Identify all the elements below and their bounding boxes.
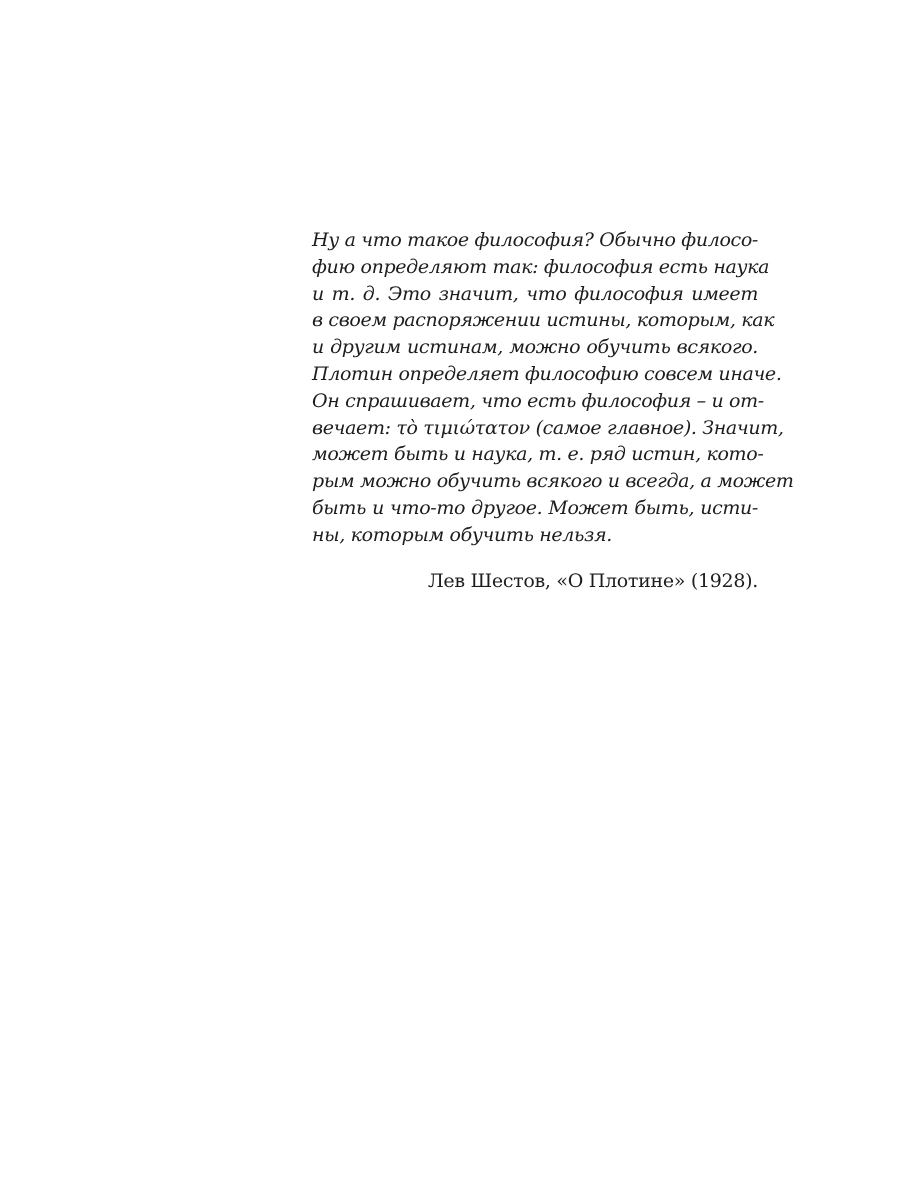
quote-line: и т. д. Это значит, что философия имеет [312,282,758,305]
quote-line: Плотин определяет философию совсем иначе. [312,362,782,385]
quote-line: Он спрашивает, что есть философия – и от- [312,389,764,412]
quote-line: вечает: τὸ τιμιώτατον (самое главное). Значит, [312,416,784,439]
quote-line: ны, которым обучить нельзя. [312,523,612,546]
quote-line: в своем распоряжении истины, которым, как [312,309,775,332]
quote-line: рым можно обучить всякого и всегда, а может [312,470,794,493]
epigraph-quote [312,227,794,549]
quote-line: и другим истинам, можно обучить всякого. [312,336,758,359]
epigraph-attribution: Лев Шестов, «О Плотине» (1928). [427,570,758,592]
quote-line: может быть и наука, т. е. ряд истин, кото- [312,443,764,466]
quote-line: быть и что-то другое. Может быть, исти- [312,496,758,519]
quote-line: Ну а что такое философия? Обычно филосо- [312,229,758,251]
quote-line: фию определяют так: философия есть наука [312,255,770,278]
